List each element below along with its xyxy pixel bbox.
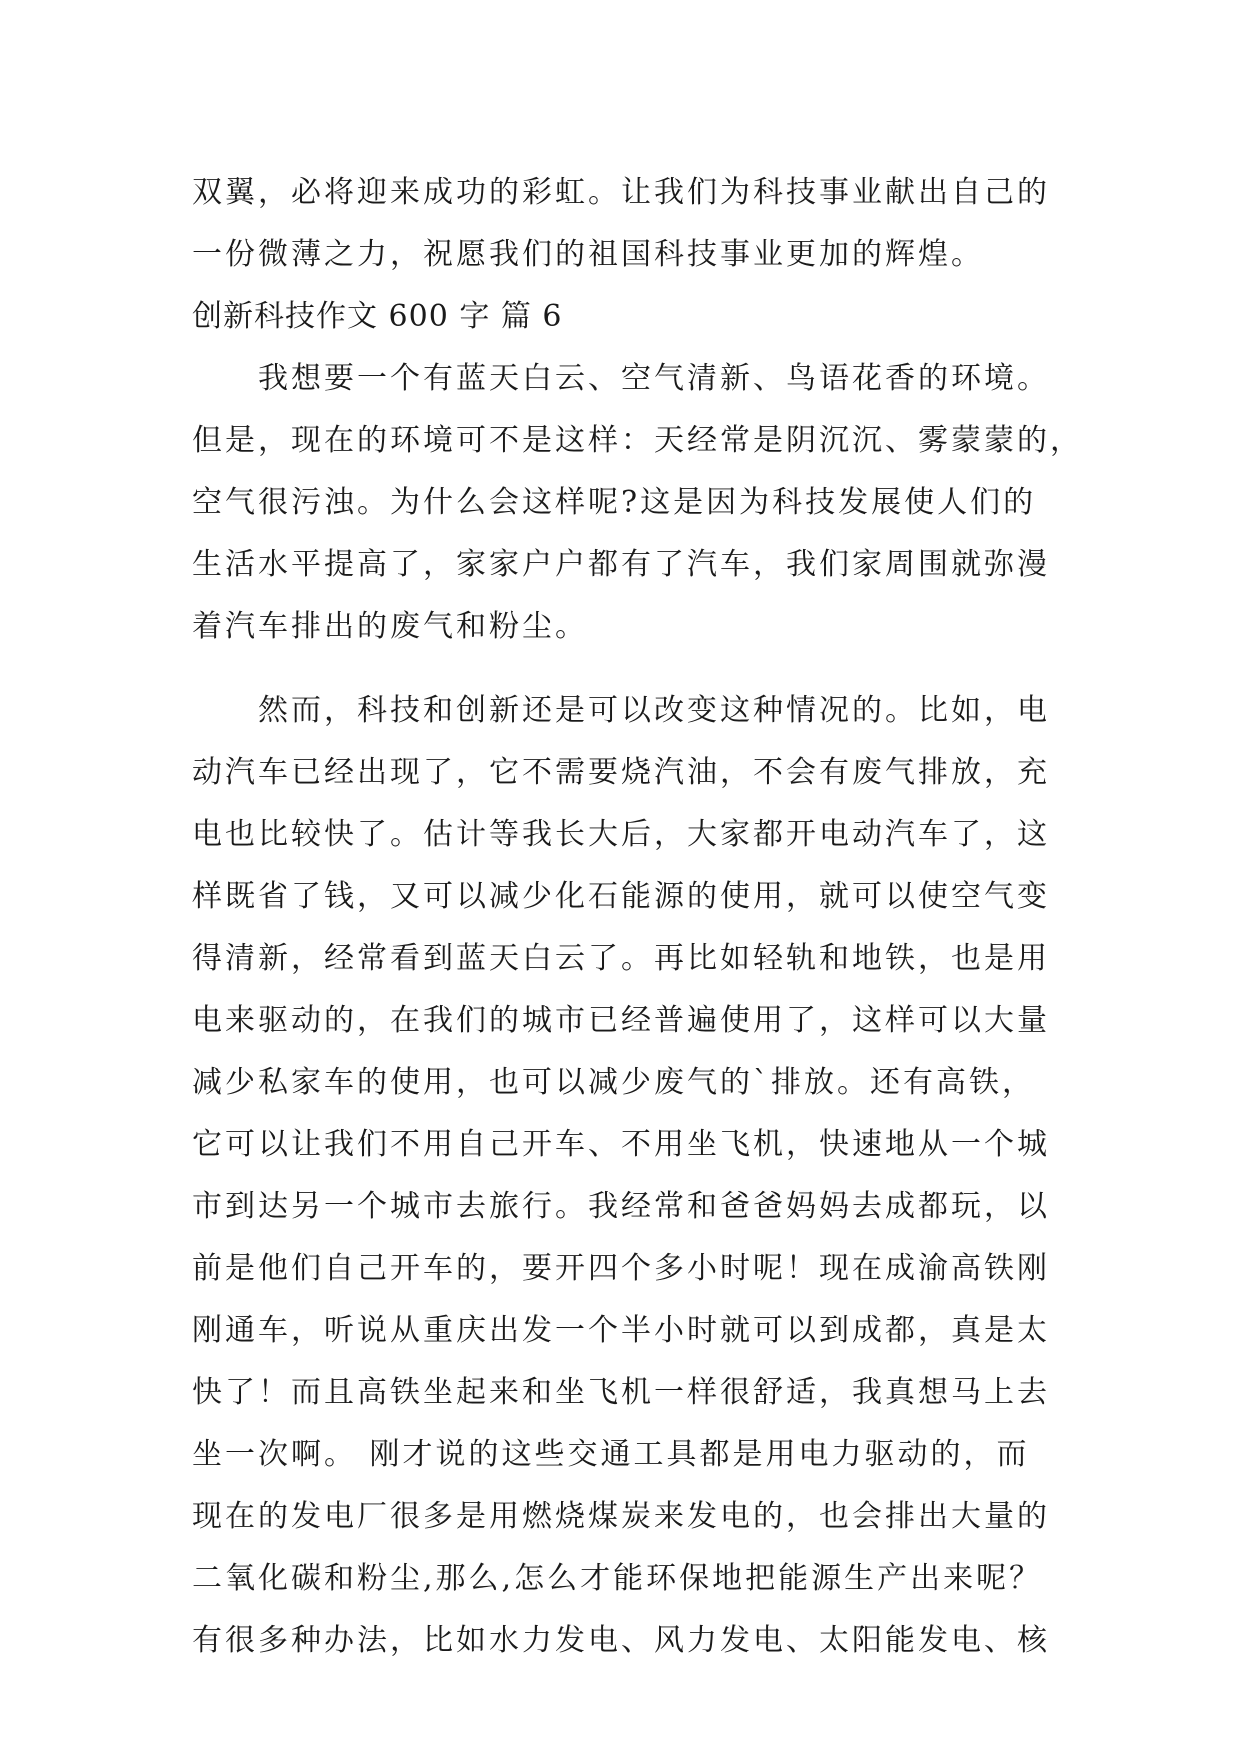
text-line: 但是，现在的环境可不是这样：天经常是阴沉沉、雾蒙蒙的， [192, 423, 1083, 458]
text-line: 二氧化碳和粉尘,那么,怎么才能环保地把能源生产出来呢？ [192, 1561, 1043, 1596]
text-line: 着汽车排出的废气和粉尘。 [192, 609, 588, 644]
document-body [192, 162, 1083, 1672]
text-line: 减少私家车的使用，也可以减少废气的`排放。还有高铁， [192, 1065, 1035, 1100]
text-line: 快了！而且高铁坐起来和坐飞机一样很舒适，我真想马上去 [192, 1375, 1050, 1410]
section-heading: 创新科技作文 600 字 篇 6 [192, 299, 563, 334]
text-line: 一份微薄之力，祝愿我们的祖国科技事业更加的辉煌。 [192, 237, 984, 272]
text-line: 坐一次啊。 刚才说的这些交通工具都是用电力驱动的，而 [192, 1437, 1030, 1472]
text-line: 现在的发电厂很多是用燃烧煤炭来发电的，也会排出大量的 [192, 1499, 1050, 1534]
text-line: 生活水平提高了，家家户户都有了汽车，我们家周围就弥漫 [192, 547, 1050, 582]
text-line: 空气很污浊。为什么会这样呢?这是因为科技发展使人们的 [192, 485, 1037, 520]
text-line: 有很多种办法，比如水力发电、风力发电、太阳能发电、核 [192, 1623, 1050, 1658]
text-line: 动汽车已经出现了，它不需要烧汽油，不会有废气排放，充 [192, 755, 1050, 790]
text-line: 它可以让我们不用自己开车、不用坐飞机，快速地从一个城 [192, 1127, 1050, 1162]
text-line: 电来驱动的，在我们的城市已经普遍使用了，这样可以大量 [192, 1003, 1050, 1038]
text-line: 市到达另一个城市去旅行。我经常和爸爸妈妈去成都玩，以 [192, 1189, 1050, 1224]
text-line: 我想要一个有蓝天白云、空气清新、鸟语花香的环境。 [192, 361, 1050, 396]
text-line: 电也比较快了。估计等我长大后，大家都开电动汽车了，这 [192, 817, 1050, 852]
text-line: 得清新，经常看到蓝天白云了。再比如轻轨和地铁，也是用 [192, 941, 1050, 976]
paragraph-spacer [192, 658, 1052, 680]
text-line: 样既省了钱，又可以减少化石能源的使用，就可以使空气变 [192, 879, 1050, 914]
text-line: 刚通车，听说从重庆出发一个半小时就可以到成都，真是太 [192, 1313, 1050, 1348]
text-line: 然而，科技和创新还是可以改变这种情况的。比如，电 [192, 693, 1050, 728]
text-line: 前是他们自己开车的，要开四个多小时呢！现在成渝高铁刚 [192, 1251, 1050, 1286]
text-line: 双翼，必将迎来成功的彩虹。让我们为科技事业献出自己的 [192, 175, 1050, 210]
